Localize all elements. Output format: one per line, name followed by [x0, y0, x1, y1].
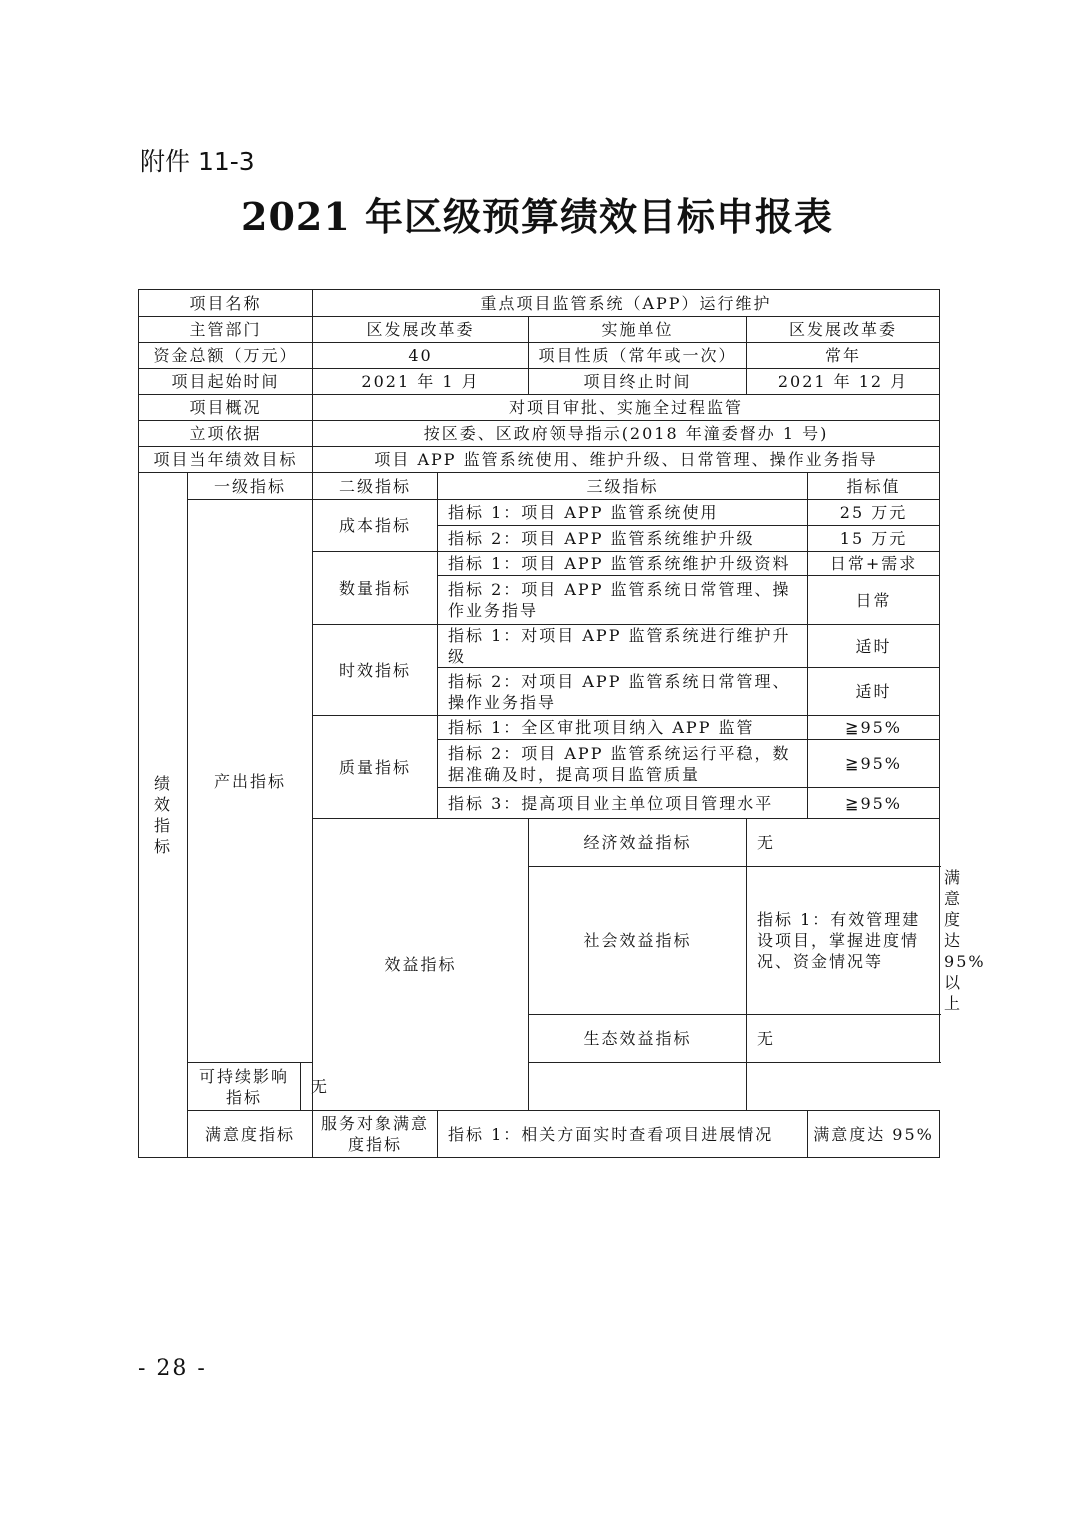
page-number: - 28 - — [138, 1356, 207, 1381]
col-value-header: 指标值 — [808, 473, 940, 500]
satisfaction-indicator-label: 满意度指标 — [188, 1111, 313, 1158]
quantity-indicator-1: 指标 1：项目 APP 监管系统维护升级资料 — [438, 552, 808, 576]
quality-indicator-2-value: ≧95% — [808, 740, 940, 788]
page-title: 2021 年区级预算绩效目标申报表 — [241, 194, 833, 239]
nature-value: 常年 — [747, 343, 940, 369]
quality-indicator-2: 指标 2：项目 APP 监管系统运行平稳，数据准确及时，提高项目监管质量 — [438, 740, 808, 788]
service-indicator-1-value: 满意度达 95% — [808, 1111, 940, 1158]
impl-label: 实施单位 — [529, 317, 747, 343]
ecology-indicator-label: 生态效益指标 — [529, 1015, 747, 1063]
goal-label: 项目当年绩效目标 — [139, 447, 313, 473]
sustain-indicator-1: 无 — [301, 1063, 529, 1111]
overview-label: 项目概况 — [139, 395, 313, 421]
attachment-label: 附件 11-3 — [140, 147, 255, 176]
basis-value: 按区委、区政府领导指示(2018 年潼委督办 1 号) — [313, 421, 940, 447]
performance-indicators-text: 绩 效 指 标 — [153, 774, 172, 856]
end-value: 2021 年 12 月 — [747, 369, 940, 395]
fund-value: 40 — [313, 343, 529, 369]
quality-indicator-3: 指标 3：提高项目业主单位项目管理水平 — [438, 788, 808, 819]
sustain-indicator-1-value — [529, 1063, 747, 1111]
economic-indicator-1: 无 — [747, 819, 940, 867]
goal-value: 项目 APP 监管系统使用、维护升级、日常管理、操作业务指导 — [313, 447, 940, 473]
service-indicator-1: 指标 1：相关方面实时查看项目进展情况 — [438, 1111, 808, 1158]
sustain-indicator-label: 可持续影响指标 — [188, 1063, 301, 1111]
economic-indicator-label: 经济效益指标 — [529, 819, 747, 867]
quality-indicator-1: 指标 1：全区审批项目纳入 APP 监管 — [438, 716, 808, 740]
cost-indicator-2: 指标 2：项目 APP 监管系统维护升级 — [438, 526, 808, 552]
project-name-label: 项目名称 — [139, 290, 313, 317]
quality-indicator-label: 质量指标 — [313, 716, 438, 819]
dept-value: 区发展改革委 — [313, 317, 529, 343]
quality-indicator-3-value: ≧95% — [808, 788, 940, 819]
social-indicator-label: 社会效益指标 — [529, 867, 747, 1015]
end-label: 项目终止时间 — [529, 369, 747, 395]
quantity-indicator-label: 数量指标 — [313, 552, 438, 625]
cost-indicator-1-value: 25 万元 — [808, 500, 940, 526]
service-indicator-label: 服务对象满意度指标 — [313, 1111, 438, 1158]
timeliness-indicator-1: 指标 1：对项目 APP 监管系统进行维护升级 — [438, 625, 808, 668]
quantity-indicator-2-value: 日常 — [808, 576, 940, 625]
basis-label: 立项依据 — [139, 421, 313, 447]
quality-indicator-1-value: ≧95% — [808, 716, 940, 740]
quantity-indicator-2: 指标 2：项目 APP 监管系统日常管理、操作业务指导 — [438, 576, 808, 625]
col-level2-header: 二级指标 — [313, 473, 438, 500]
start-label: 项目起始时间 — [139, 369, 313, 395]
performance-indicators-label — [139, 473, 188, 1158]
start-value: 2021 年 1 月 — [313, 369, 529, 395]
performance-form-table: 项目名称 重点项目监管系统（APP）运行维护 主管部门 区发展改革委 实施单位 区发展改革委 资金总额（万元） 40 项目性质（常年或一次） 常年 项目起始时间 2021 年 1 月 项目终止时间 2021 年 12 月 项目概况 对项目审批、实施全过程监管 立项依据 按区委、区政府领导指示(2018 年潼委督办 1 号) 项目当年绩效目标 项目 APP 监管系统使用、维护升级、日常管理、操作业务指导 绩 效 指 标 一级指标 二级指标 三级指标 指标值 产出指标 成本指标 指标 1：项目 APP 监管系统使用 25 万元 指标 2：项目 APP 监管系统维护升级 15 万元 数量指标 指标 1：项目 APP 监管系统维护升级资料 日常+需求 指标 2：项目 APP 监管系统日常管理、操作业务指导 日常 时效指标 指标 1：对项目 APP 监管系统进行维护升级 适时 指标 2：对项目 APP 监管系统日常管理、操作业务指导 适时 质量指标 指标 1：全区审批项目纳入 APP 监管 ≧95% 指标 2：项目 APP 监管系统运行平稳，数据准确及时，提高项目监管质量 ≧95% 指标 3：提高项目业主单位项目管理水平 ≧95% 效益指标 经济效益指标 无 社会效益指标 指标 1：有效管理建设项目，掌握进度情况、资金情况等 满意度达 95%以上 生态效益指标 无 可持续影响指标 无 满意度指标 服务对象满意度指标 指标 1：相关方面实时查看项目进展情况 满意度达 95% — [138, 289, 940, 1158]
timeliness-indicator-2-value: 适时 — [808, 668, 940, 716]
timeliness-indicator-2: 指标 2：对项目 APP 监管系统日常管理、操作业务指导 — [438, 668, 808, 716]
fund-label: 资金总额（万元） — [139, 343, 313, 369]
timeliness-indicator-1-value: 适时 — [808, 625, 940, 668]
quantity-indicator-1-value: 日常+需求 — [808, 552, 940, 576]
output-indicator-label: 产出指标 — [188, 500, 313, 1063]
col-level1-header: 一级指标 — [188, 473, 313, 500]
overview-value: 对项目审批、实施全过程监管 — [313, 395, 940, 421]
nature-label: 项目性质（常年或一次） — [529, 343, 747, 369]
cost-indicator-label: 成本指标 — [313, 500, 438, 552]
ecology-indicator-1: 无 — [747, 1015, 940, 1063]
social-indicator-1: 指标 1：有效管理建设项目，掌握进度情况、资金情况等 — [747, 867, 940, 1015]
dept-label: 主管部门 — [139, 317, 313, 343]
benefit-indicator-label: 效益指标 — [313, 819, 529, 1111]
project-name-value: 重点项目监管系统（APP）运行维护 — [313, 290, 940, 317]
cost-indicator-1: 指标 1：项目 APP 监管系统使用 — [438, 500, 808, 526]
col-level3-header: 三级指标 — [438, 473, 808, 500]
timeliness-indicator-label: 时效指标 — [313, 625, 438, 716]
impl-value: 区发展改革委 — [747, 317, 940, 343]
cost-indicator-2-value: 15 万元 — [808, 526, 940, 552]
